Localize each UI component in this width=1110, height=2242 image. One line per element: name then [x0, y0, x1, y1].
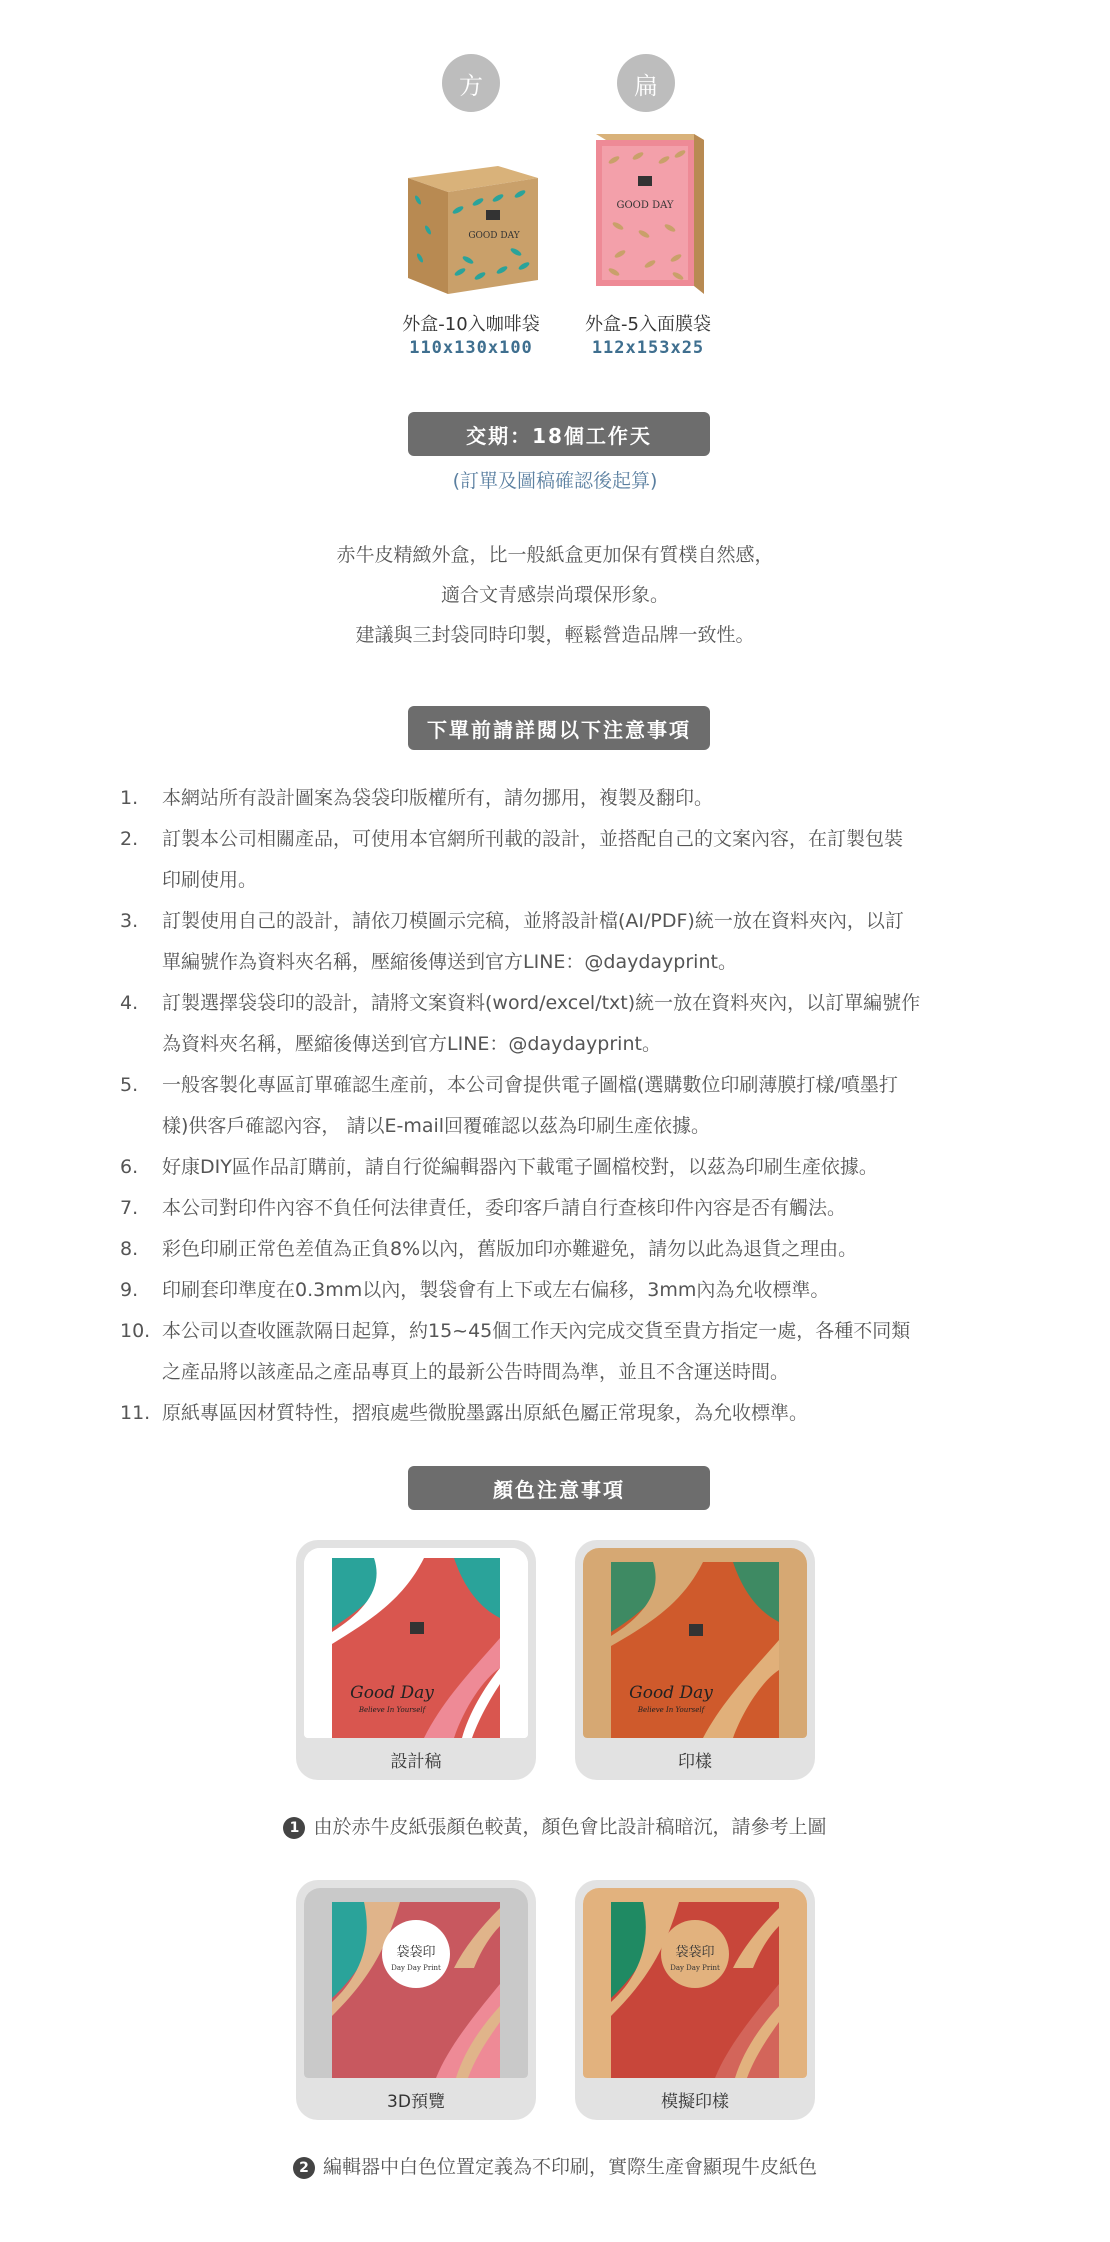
notice-item: 6. 好康DIY區作品訂購前，請自行從編輯器內下載電子圖檔校對，以茲為印刷生產依據。 — [120, 1156, 878, 1178]
notice-item: 3. 訂製使用自己的設計，請依刀模圖示完稿，並將設計檔(AI/PDF)統一放在資料夾內，以訂 — [120, 910, 904, 932]
notice-item: 2. 訂製本公司相關產品，可使用本官網所刊載的設計，並搭配自己的文案內容，在訂製包裝 — [120, 828, 904, 850]
print-sample-label: 印樣 — [678, 1752, 712, 1772]
delivery-pill: 交期：18個工作天 — [408, 412, 710, 456]
design-draft-card — [296, 1540, 536, 1780]
square-box-brand: GOOD DAY — [468, 231, 520, 241]
flat-box-name: 外盒-5入面膜袋 — [585, 314, 711, 335]
design-draft-image — [304, 1548, 528, 1738]
print-sample-image — [583, 1548, 807, 1738]
description-line-3: 建議與三封袋同時印製，輕鬆營造品牌一致性。 — [355, 624, 755, 646]
notice-item-cont: 樣)供客戶確認內容， 請以E-mail回覆確認以茲為印刷生產依據。 — [162, 1115, 711, 1137]
square-box-image — [398, 140, 548, 298]
description-line-2: 適合文青感崇尚環保形象。 — [440, 584, 669, 606]
preview-3d-card — [296, 1880, 536, 2120]
flat-box-image — [590, 130, 710, 298]
notice-list — [120, 778, 1000, 1434]
notice-item: 5. 一般客製化專區訂單確認生產前，本公司會提供電子圖檔(選購數位印刷薄膜打樣/噴墨打 — [120, 1074, 898, 1096]
square-box-size: 110x130x100 — [409, 338, 533, 358]
print-sample-script: Good Day — [629, 1683, 713, 1703]
notice-item: 11. 原紙專區因材質特性，摺痕處些微脫墨露出原紙色屬正常現象，為允收標準。 — [120, 1402, 809, 1424]
notice-item-cont: 單編號作為資料夾名稱，壓縮後傳送到官方LINE：@daydayprint。 — [162, 951, 737, 973]
simulated-print-image — [583, 1888, 807, 2078]
simulated-print-logo: 袋袋印 — [675, 1945, 715, 1960]
shape-badge-square: 方 — [442, 54, 500, 112]
notice-item: 9. 印刷套印準度在0.3mm以內，製袋會有上下或左右偏移，3mm內為允收標準。 — [120, 1279, 830, 1301]
design-draft-script: Good Day — [350, 1683, 434, 1703]
preview-3d-logo-sub: Day Day Print — [391, 1964, 441, 1972]
print-sample-card — [575, 1540, 815, 1780]
preview-3d-label: 3D預覽 — [387, 2092, 445, 2112]
design-draft-label: 設計稿 — [390, 1752, 442, 1772]
preview-3d-logo: 袋袋印 — [396, 1945, 436, 1960]
preview-3d-image — [304, 1888, 528, 2078]
notice-item: 10. 本公司以查收匯款隔日起算，約15~45個工作天內完成交貨至貴方指定一處，各種不同類 — [120, 1320, 911, 1342]
number-badge-2: 2 — [293, 2157, 315, 2179]
notice-item-cont: 為資料夾名稱，壓縮後傳送到官方LINE：@daydayprint。 — [162, 1033, 661, 1055]
design-draft-sub: Believe In Yourself — [358, 1706, 426, 1714]
print-sample-sub: Believe In Yourself — [637, 1706, 705, 1714]
color-caption-2: 2 編輯器中白色位置定義為不印刷，實際生產會顯現牛皮紙色 — [0, 2152, 1110, 2179]
flat-box-brand: GOOD DAY — [616, 200, 674, 211]
flat-box-size: 112x153x25 — [591, 338, 705, 358]
simulated-print-logo-sub: Day Day Print — [670, 1964, 720, 1972]
notice-item-cont: 印刷使用。 — [162, 869, 258, 891]
simulated-print-card — [575, 1880, 815, 2120]
number-badge-1: 1 — [283, 1817, 305, 1839]
delivery-note: (訂單及圖稿確認後起算) — [452, 470, 658, 492]
notice-item-cont: 之產品將以該產品之產品專頁上的最新公告時間為準，並且不含運送時間。 — [162, 1361, 790, 1383]
color-caption-1: 1 由於赤牛皮紙張顏色較黃，顏色會比設計稿暗沉，請參考上圖 — [0, 1812, 1110, 1839]
notice-item: 1. 本網站所有設計圖案為袋袋印版權所有，請勿挪用，複製及翻印。 — [120, 787, 714, 809]
notice-title: 下單前請詳閱以下注意事項 — [408, 706, 710, 750]
description-line-1: 赤牛皮精緻外盒，比一般紙盒更加保有質樸自然感， — [336, 544, 774, 566]
simulated-print-label: 模擬印樣 — [661, 2092, 729, 2112]
notice-item: 7. 本公司對印件內容不負任何法律責任，委印客戶請自行查核印件內容是否有觸法。 — [120, 1197, 847, 1219]
notice-item: 8. 彩色印刷正常色差值為正負8%以內，舊版加印亦難避免，請勿以此為退貨之理由。 — [120, 1238, 858, 1260]
shape-badge-flat: 扁 — [617, 54, 675, 112]
notice-item: 4. 訂製選擇袋袋印的設計，請將文案資料(word/excel/txt)統一放在資料夾內，以訂單編號作 — [120, 992, 921, 1014]
square-box-name: 外盒-10入咖啡袋 — [402, 314, 540, 335]
color-notice-title: 顏色注意事項 — [408, 1466, 710, 1510]
